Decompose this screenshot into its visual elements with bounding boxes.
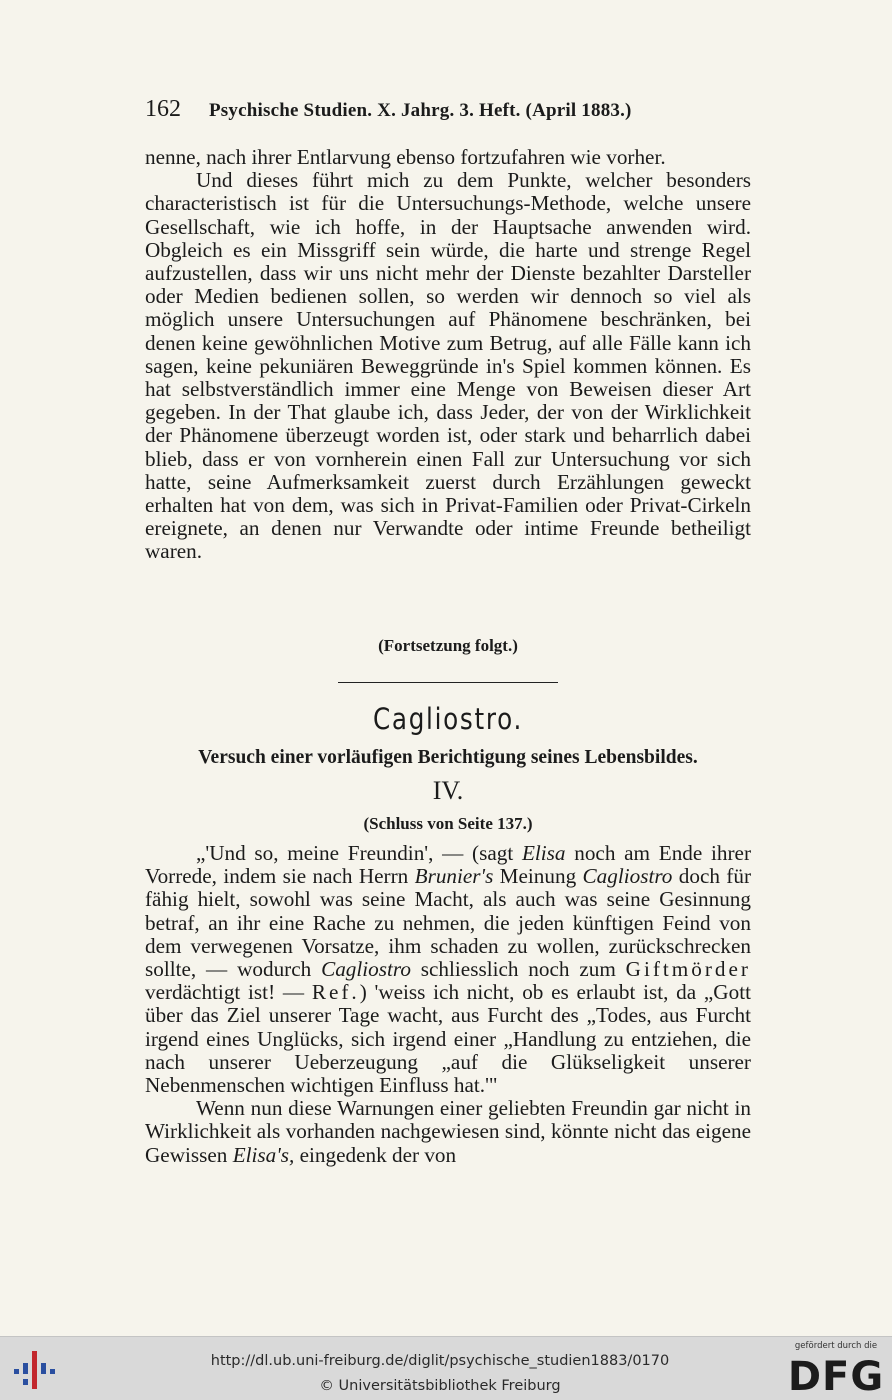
running-title: Psychische Studien. X. Jahrg. 3. Heft. (April 1883.)	[209, 100, 632, 121]
paragraph	[145, 842, 751, 1097]
text-run: ) 'weiss ich nicht, ob es erlaubt ist, da „Gott über das Ziel unserer Tage wacht, aus Furcht des „Todes, aus Furcht irgend eines Unglücks, sich irgend einer „Handlung zu entziehen, die nach unserer Ueberzeugung „auf die Glükseligkeit unserer Nebenmenschen wichtigen Einfluss hat.'"	[145, 980, 751, 1098]
spaced-word: Ref.	[311, 980, 360, 1005]
section-number: IV.	[432, 776, 464, 805]
text-run: schliesslich noch zum	[410, 957, 626, 982]
paragraph	[145, 1097, 751, 1167]
section-note: (Schluss von Seite 137.)	[363, 814, 533, 833]
section-divider	[338, 682, 558, 683]
dfg-logo-icon	[788, 1352, 884, 1396]
text-run: „'Und so, meine Freundin', — (sagt	[196, 841, 522, 865]
copyright-notice: © Universitätsbibliothek Freiburg	[319, 1378, 561, 1394]
paragraph: nenne, nach ihrer Entlarvung ebenso fortzufahren wie vorher.	[145, 145, 666, 169]
text-run: doch für fähig hielt, sowohl was seine Macht, als auch was seine Gesinnung betraf, an ihr eine Rache zu nehmen, die jeden künftigen Feind von dem verwegenen Vorsatze, ihm schaden zu wollen, zurückschrecken sollte, — wodurch	[145, 864, 751, 982]
permalink-url[interactable]: http://dl.ub.uni-freiburg.de/diglit/psychische_studien1883/0170	[210, 1353, 670, 1369]
spaced-word: Giftmörder	[625, 957, 751, 982]
italic-name: Cagliostro	[321, 957, 411, 982]
paragraph: Und dieses führt mich zu dem Punkte, welcher besonders characteristisch ist für die Untersuchungs-Methode, welche unsere Gesellschaft, wie ich hoffe, in der Hauptsache anwenden wird. Obgleich es ein Missgriff sein würde, die harte und strenge Regel aufzustellen, dass wir uns nicht mehr der Dienste bezahlter Darsteller oder Medien bedienen sollen, so werden wir dennoch so viel als möglich unsere Untersuchungen auf Phänomene beschränken, bei denen keine gewöhnlichen Motive zum Betrug, auf alle Fälle kann ich sagen, keine pekuniären Beweggründe in's Spiel kommen können. Es hat selbstverständlich immer eine Menge von Beweisen dieser Art gegeben. In der That glaube ich, dass Jeder, der von der Wirklichkeit der Phänomene überzeugt worden ist, oder stark und beharrlich dabei blieb, dass er von vornherein einen Fall zur Untersuchung vor sich hatte, seine Aufmerksamkeit zuerst durch Erzählungen geweckt erhalten hat von dem, was sich in Privat-Familien oder Privat-Cirkeln ereignete, an denen nur Verwandte oder intime Freunde betheiligt waren.	[145, 168, 751, 564]
funder-note: gefördert durch die	[794, 1341, 878, 1351]
dfg-logo-text: DFG	[788, 1354, 884, 1396]
italic-name: Brunier's	[414, 864, 494, 889]
italic-name: Elisa's,	[232, 1142, 295, 1167]
page-number: 162	[145, 96, 181, 122]
text-run: eingedenk der von	[294, 1142, 457, 1167]
italic-name: Cagliostro	[582, 864, 673, 889]
section1-text	[145, 146, 751, 564]
running-header	[145, 96, 751, 124]
text-run: verdächtigt ist! —	[145, 980, 312, 1005]
section-subtitle: Versuch einer vorläufigen Berichtigung seines Lebensbildes.	[198, 747, 698, 768]
viewer-footer	[0, 1336, 892, 1400]
text-run: noch am Ende ihrer Vorrede, indem sie nach Herrn	[145, 841, 752, 889]
continuation-note: (Fortsetzung folgt.)	[378, 636, 518, 655]
text-run: Wenn nun diese Warnungen einer geliebten Freundin gar nicht in Wirklichkeit als vorhanden nachgewiesen sind, könnte nicht das eigene Gewissen	[145, 1096, 751, 1167]
ub-freiburg-logo-icon	[14, 1347, 60, 1391]
section2-text	[145, 842, 751, 1167]
section-title: Cagliostro.	[372, 702, 524, 736]
text-run: Meinung	[493, 864, 583, 889]
italic-name: Elisa	[521, 841, 566, 865]
